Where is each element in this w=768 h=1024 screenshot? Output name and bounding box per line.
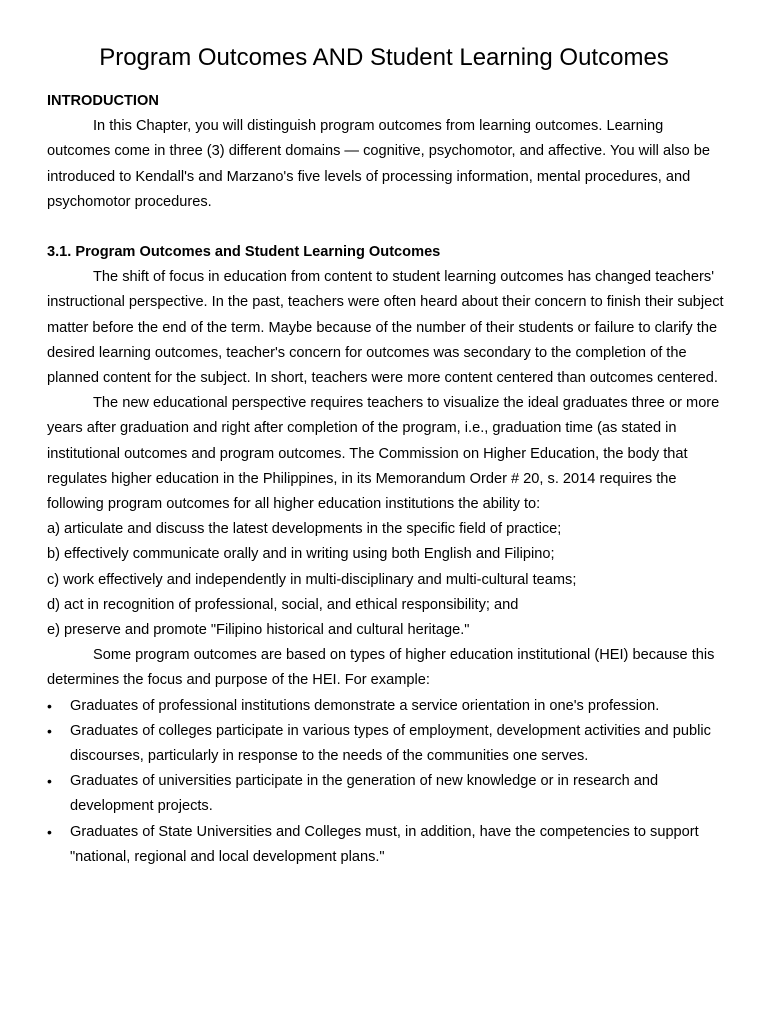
- introduction-paragraph: [47, 114, 727, 215]
- text-line: finish their subject matter before the end of the term. Maybe because of the number of their: [47, 294, 724, 336]
- list-item: [47, 719, 727, 769]
- outcome-item: b) effectively communicate orally and in writing using both English and Filipino;: [47, 546, 555, 563]
- outcome-item: c) work effectively and independently in multi-disciplinary and multi-cultural teams;: [47, 571, 577, 588]
- text-line: The new educational perspective requires teachers to visualize the ideal graduates three or: [93, 395, 682, 412]
- text-line: also be introduced to Kendall's and Marzano's five levels of processing information, mental: [47, 143, 711, 185]
- list-item-text: Graduates of State Universities and Colleges must, in addition, have the competencies to: [70, 823, 646, 840]
- section-paragraph-2: [47, 391, 727, 517]
- section-paragraph-1: [47, 265, 727, 391]
- outcome-item: e) preserve and promote "Filipino historical and cultural heritage.": [47, 622, 470, 639]
- list-item: [47, 769, 727, 819]
- text-line: requires the following program outcomes for all higher education institutions the ability to:: [47, 470, 677, 513]
- text-line: because this determines the focus and purpose of the HEI. For example:: [47, 647, 715, 689]
- list-item: [47, 820, 727, 870]
- page-title: Program Outcomes AND Student Learning Outcomes: [99, 44, 669, 71]
- text-line: content centered than outcomes centered.: [444, 370, 718, 387]
- text-line: Some program outcomes are based on types of higher education institutional (HEI): [93, 647, 629, 664]
- text-line: teachers' instructional perspective. In the past, teachers were often heard about their concern to: [47, 269, 714, 311]
- list-item-text: support "national, regional and local development plans.": [70, 823, 699, 865]
- text-line: secondary to the completion of the planned content for the subject. In short, teachers were more: [47, 344, 687, 387]
- text-line: body that regulates higher education in the Philippines, in its Memorandum Order # 20, s. 2014: [47, 445, 688, 487]
- list-item-text: public discourses, particularly in response to the needs of the communities one serves.: [70, 722, 711, 765]
- text-line: outcomes come in three (3) different domains — cognitive, psychomotor, and affective. You will: [47, 143, 659, 160]
- text-line: stated in institutional outcomes and program outcomes. The Commission on Higher Education, the: [47, 420, 677, 462]
- list-item-text: development projects.: [70, 798, 213, 815]
- section-heading: 3.1. Program Outcomes and Student Learning Outcomes: [47, 244, 441, 261]
- paragraph-spacer: [47, 215, 727, 240]
- outcome-item: a) articulate and discuss the latest developments in the specific field of practice;: [47, 521, 562, 538]
- introduction-heading: INTRODUCTION: [47, 93, 159, 109]
- list-item-text: Graduates of colleges participate in various types of employment, development activities and: [70, 722, 669, 739]
- text-line: In this Chapter, you will distinguish program outcomes from learning outcomes. Learning: [93, 118, 664, 135]
- list-item-text: Graduates of universities participate in the generation of new knowledge or in research and: [70, 773, 659, 790]
- bullet-icon: •: [47, 697, 52, 714]
- list-item-text: Graduates of professional institutions demonstrate a service orientation in one's profession.: [70, 697, 660, 714]
- list-item: [47, 694, 727, 719]
- text-line: procedures, and psychomotor procedures.: [47, 168, 691, 210]
- bullet-icon: •: [47, 823, 52, 840]
- section-paragraph-3: [47, 643, 727, 693]
- text-line: The shift of focus in education from content to student learning outcomes has changed: [93, 269, 652, 286]
- text-line: more years after graduation and right after completion of the program, i.e., graduation time (as: [47, 395, 720, 437]
- bullet-icon: •: [47, 722, 52, 739]
- text-line: students or failure to clarify the desired learning outcomes, teacher's concern for outcomes was: [47, 319, 718, 361]
- hei-outcomes-list: [47, 694, 727, 870]
- bullet-icon: •: [47, 773, 52, 790]
- outcome-item: d) act in recognition of professional, social, and ethical responsibility; and: [47, 596, 519, 613]
- document-body: [47, 89, 727, 870]
